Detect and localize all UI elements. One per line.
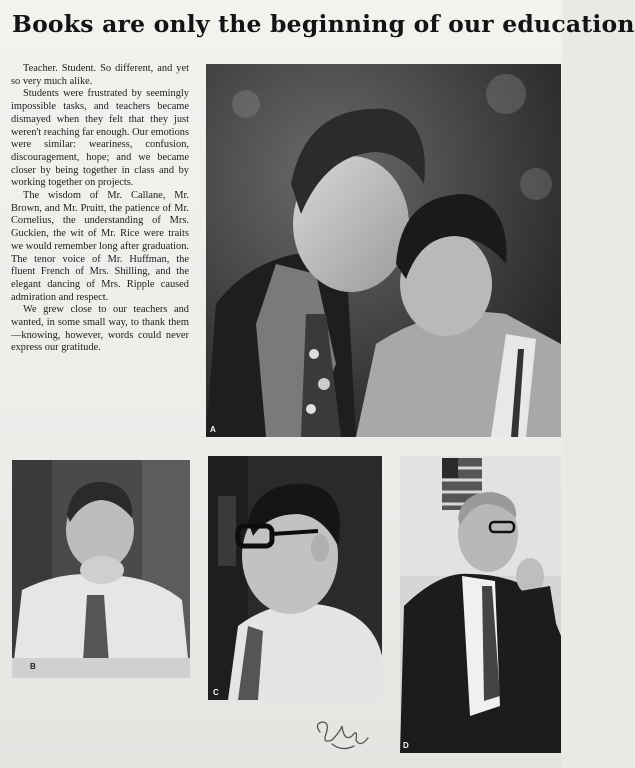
photo-d — [400, 456, 561, 753]
photo-c — [208, 456, 382, 700]
photo-c-image — [208, 456, 382, 700]
body-paragraph: Students were frustrated by seemingly impossible tasks, and teachers became dismayed when they felt that they just weren't reaching far enough. Our emotions were similar: weariness, confusion, discouragement, hope; and we became closer by being together in class and by working together on projects. — [11, 88, 189, 189]
page-headline: Books are only the beginning of our education — [12, 10, 635, 38]
photo-b — [12, 460, 190, 678]
photo-c-label: C — [213, 688, 219, 697]
photo-a-image — [206, 64, 561, 437]
photo-b-image — [12, 460, 190, 678]
photo-b-label: B — [30, 662, 36, 671]
body-paragraph: The wisdom of Mr. Callane, Mr. Brown, and Mr. Pruitt, the patience of Mr. Cornelius, the understanding of Mrs. Guckien, the wit of Mr. Rice were traits we would remember long after graduation. The tenor voice of Mr. Huffman, the fluent French of Mrs. Shilling, and the elegant dancing of Mrs. Ripple caused admiration and respect. — [11, 190, 189, 303]
body-paragraph: We grew close to our teachers and wanted, in some small way, to thank them—knowing, however, words could never express our gratitude. — [11, 304, 189, 354]
photo-a — [206, 64, 561, 437]
body-text — [11, 63, 189, 355]
handwritten-signature — [312, 714, 372, 754]
photo-a-label: A — [210, 425, 216, 434]
photo-d-label: D — [403, 741, 409, 750]
photo-d-image — [400, 456, 561, 753]
body-paragraph: Teacher. Student. So different, and yet so very much alike. — [11, 63, 189, 87]
